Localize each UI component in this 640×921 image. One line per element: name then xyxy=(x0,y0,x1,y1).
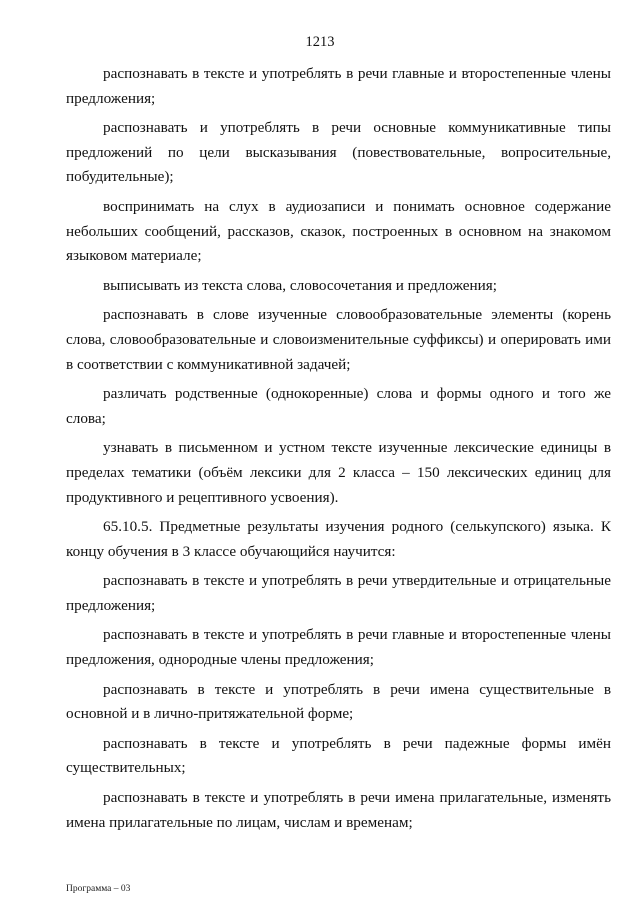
paragraph: распознавать в тексте и употреблять в речи главные и второстепенные члены предложения; xyxy=(66,65,611,107)
document-body xyxy=(66,62,611,840)
paragraph: распознавать в тексте и употреблять в речи утвердительные и отрицательные предложения; xyxy=(66,572,611,614)
paragraph: узнавать в письменном и устном тексте изученные лексические единицы в пределах тематики (объём лексики для 2 класса – 150 лексических единиц для продуктивного и рецептивного усвоения). xyxy=(66,439,611,506)
paragraph: выписывать из текста слова, словосочетания и предложения; xyxy=(103,276,497,294)
page-footer: Программа – 03 xyxy=(66,884,131,894)
paragraph: распознавать в тексте и употреблять в речи имена прилагательные, изменять имена прилагательные по лицам, числам и временам; xyxy=(66,789,611,831)
section-heading-paragraph: 65.10.5. Предметные результаты изучения родного (селькупского) языка. К концу обучения в 3 классе обучающийся научится: xyxy=(66,518,611,560)
paragraph: распознавать в тексте и употреблять в речи имена существительные в основной и в лично-притяжательной форме; xyxy=(66,680,611,723)
page-number: 1213 xyxy=(305,34,335,50)
paragraph: распознавать и употреблять в речи основные коммуникативные типы предложений по цели высказывания (повествовательные, вопросительные, побудительные); xyxy=(66,119,611,186)
paragraph: распознавать в тексте и употреблять в речи главные и второстепенные члены предложения, однородные члены предложения; xyxy=(66,626,611,669)
paragraph: различать родственные (однокоренные) слова и формы одного и того же слова; xyxy=(66,385,611,427)
paragraph: распознавать в слове изученные словообразовательные элементы (корень слова, словообразовательные и словоизменительные суффиксы) и оперировать ими в соответствии с коммуникативной задачей; xyxy=(66,306,611,373)
paragraph: воспринимать на слух в аудиозаписи и понимать основное содержание небольших сообщений, рассказов, сказок, построенных в основном на знакомом языковом материале; xyxy=(66,197,611,265)
paragraph: распознавать в тексте и употреблять в речи падежные формы имён существительных; xyxy=(66,734,611,777)
